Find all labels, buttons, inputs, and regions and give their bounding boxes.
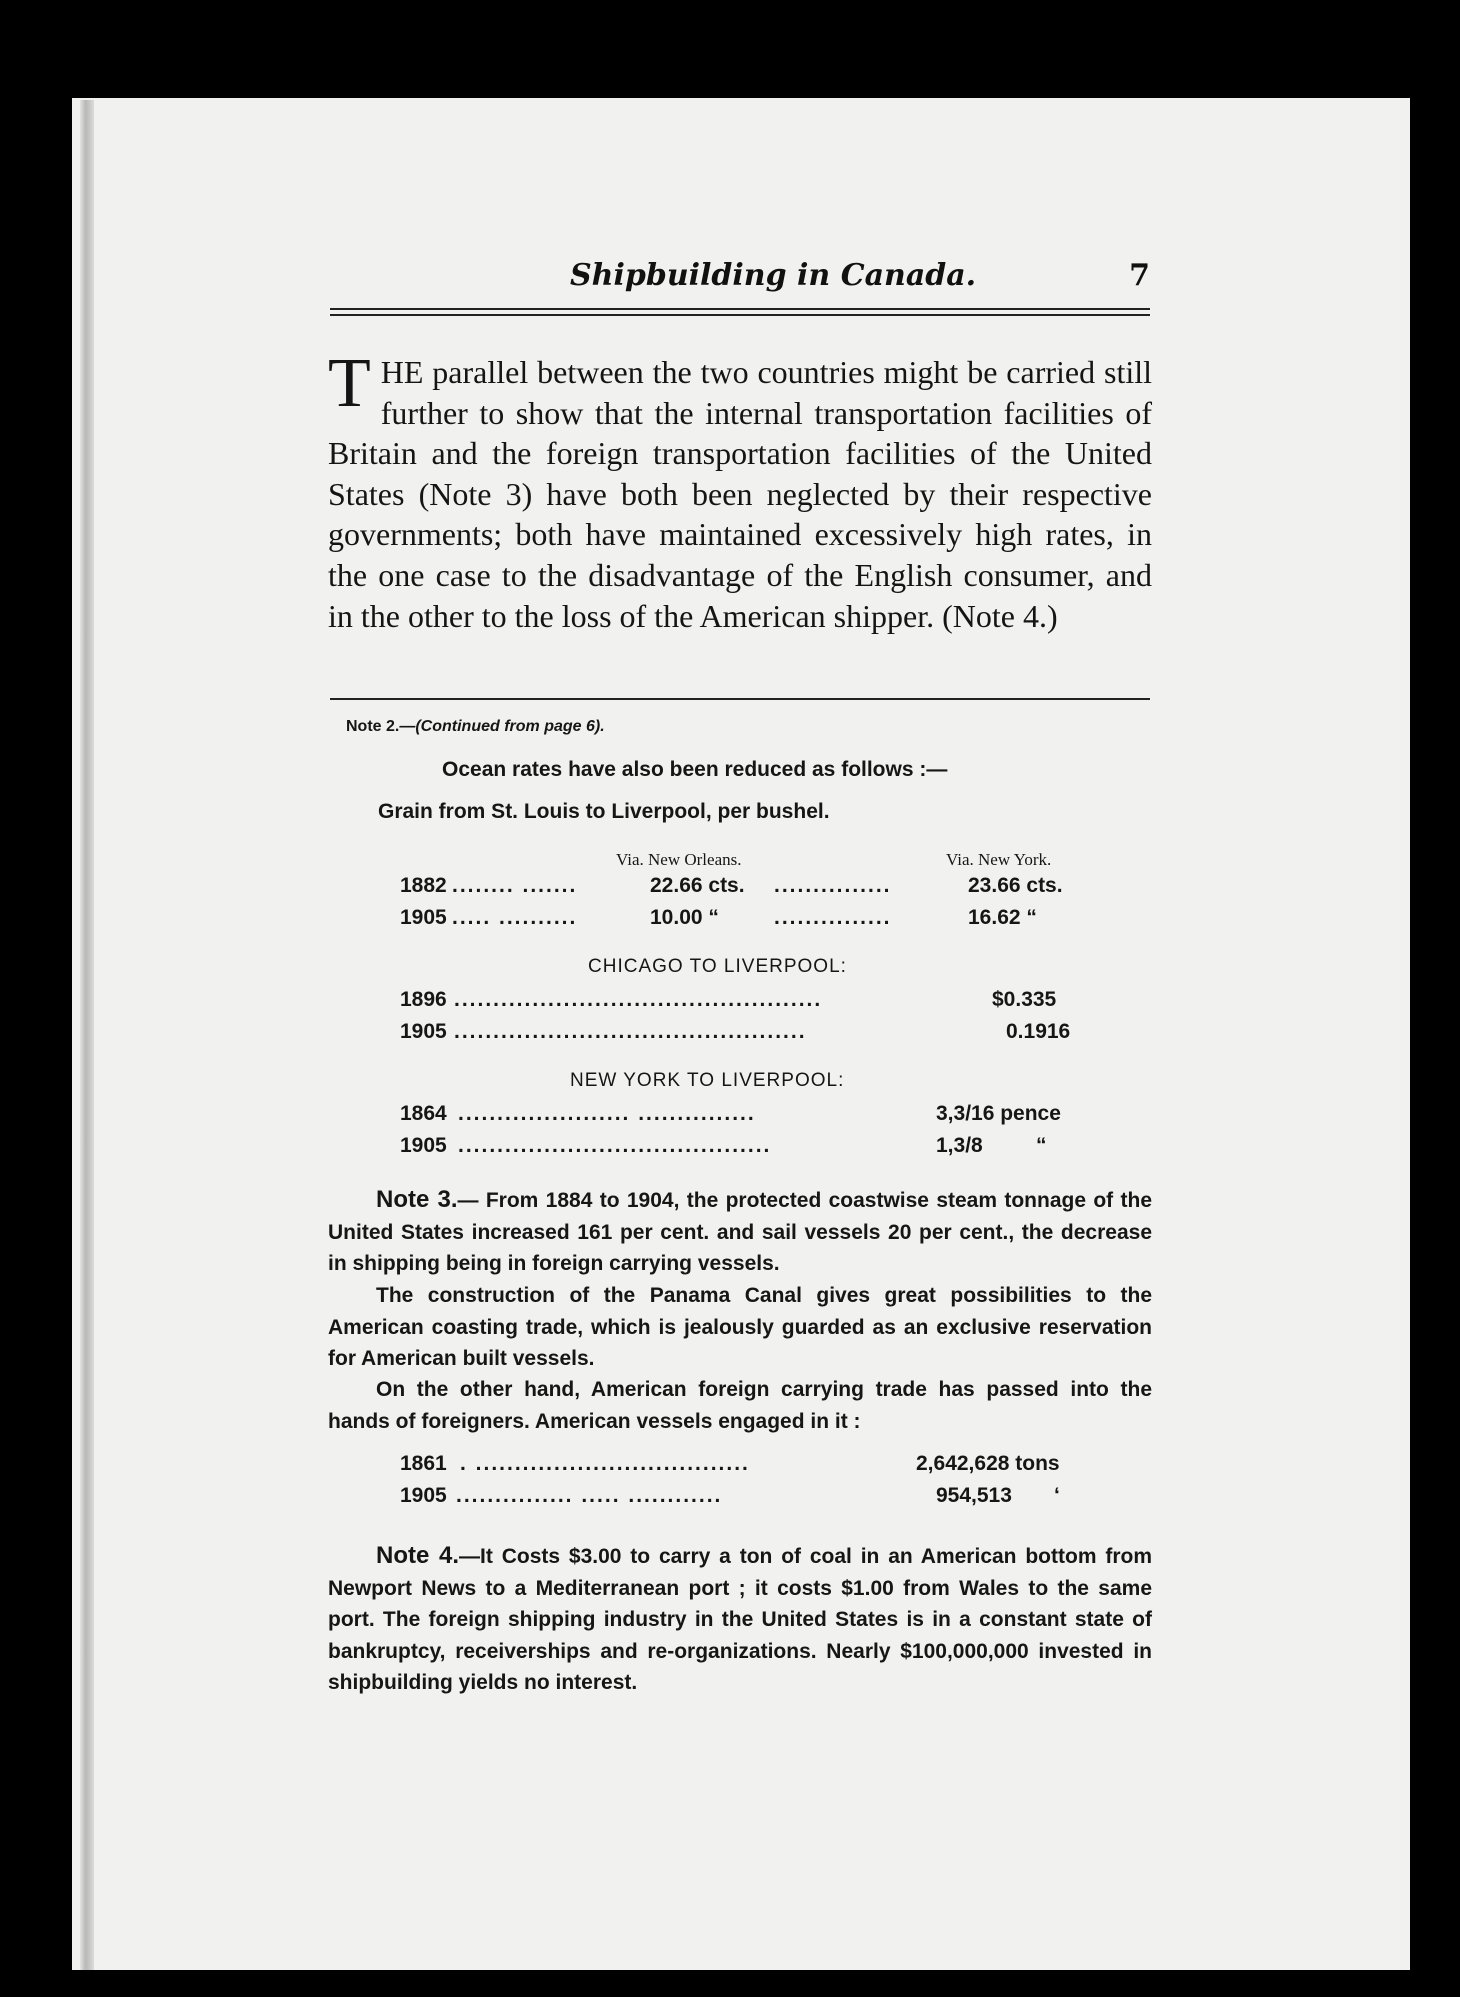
note3-label: Note 3. [376,1186,458,1213]
row-year: 1882 [400,874,447,897]
page-number: 7 [1129,258,1150,293]
newyork-row [0,1102,1460,1132]
running-title: Shipbuilding in Canada. [570,258,977,293]
ditto-mark: ‘ [1054,1484,1060,1507]
chicago-row [0,1020,1460,1050]
row-orleans: 10.00 “ [650,906,719,929]
row-year: 1905 [400,1134,447,1157]
row-newyork: 16.62 “ [968,906,1037,929]
main-paragraph [328,345,1152,636]
ditto-mark: “ [1036,1134,1047,1157]
chicago-row [0,988,1460,1018]
note4-text: —It Costs $3.00 to carry a ton of coal in an American bottom from Newport News to a Mediterranean port ; it costs $1.00 from Wales to the same port. The foreign shipping industry in the United States is in a constant state of bankruptcy, receiverships and re-organizations. Nearly $100,000,000 invested in shipbuilding yields no interest. [328,1545,1152,1694]
vessels-row [0,1484,1460,1514]
newyork-row [0,1134,1460,1164]
row-year: 1905 [400,1020,447,1043]
note3-text: — From 1884 to 1904, the protected coastwise steam tonnage of the United States increased 161 per cent. and sail vessels 20 per cent., the decrease in shipping being in foreign carrying vessels. [328,1189,1152,1275]
leader-dots: ............... [774,906,892,929]
leader-dots: ............................................. [454,1020,807,1043]
running-header [330,258,1150,302]
leader-dots: ............................................... [454,988,823,1011]
leader-dots: ............... ..... ............ [456,1484,723,1507]
row-year: 1905 [400,906,447,929]
vessels-row [0,1452,1460,1482]
row-newyork: 23.66 cts. [968,874,1063,897]
row-value: 2,642,628 tons [916,1452,1060,1475]
header-rule-top [330,308,1150,310]
note2-continued: —(Continued from page 6). [399,718,605,735]
row-year: 1861 [400,1452,447,1475]
leader-dots: ............... [774,874,892,897]
note4-paragraph [328,1540,1152,1699]
section-rule [330,698,1150,700]
row-year: 1896 [400,988,447,1011]
drop-cap: T [328,345,371,422]
newyork-heading: NEW YORK TO LIVERPOOL: [570,1070,845,1091]
col-new-orleans: Via. New Orleans. [616,850,742,869]
note2-intro: Ocean rates have also been reduced as follows :— [442,758,948,781]
note2-heading [346,718,605,736]
row-value: 3,3/16 pence [936,1102,1061,1125]
row-value: 954,513 [936,1484,1012,1507]
header-rule-bottom [330,314,1150,316]
grain-row [0,874,1460,904]
leader-dots: ........ ....... [452,874,578,897]
leader-dots: ..... .......... [452,906,578,929]
grain-heading: Grain from St. Louis to Liverpool, per bushel. [378,800,830,823]
row-year: 1864 [400,1102,447,1125]
row-value: $0.335 [992,988,1057,1011]
chicago-heading: CHICAGO TO LIVERPOOL: [588,956,847,977]
leader-dots: ........................................ [458,1134,772,1157]
note2-label: Note 2. [346,718,400,735]
grain-row [0,906,1460,936]
leader-dots: ...................... ............... [458,1102,756,1125]
row-value: 1,3/8 [936,1134,983,1157]
row-year: 1905 [400,1484,447,1507]
note3-p3: On the other hand, American foreign carrying trade has passed into the hands of foreigners. American vessels engaged in it : [328,1378,1152,1433]
paragraph-text: HE parallel between the two countries might be carried still further to show that the internal transportation facilities of Britain and the foreign transportation facilities of the United States (Note 3) have both been neglected by their respective governments; both have maintained excessively high rates, in the one case to the disadvantage of the English consumer, and in the other to the loss of the American shipper. (Note 4.) [328,354,1152,634]
note3-p1 [328,1184,1152,1280]
leader-dots: . ................................... [460,1452,750,1475]
row-value: 0.1916 [1006,1020,1071,1043]
note4-label: Note 4. [376,1542,460,1569]
row-orleans: 22.66 cts. [650,874,745,897]
note3-p2: The construction of the Panama Canal gives great possibilities to the American coasting trade, which is jealously guarded as an exclusive reservation for American built vessels. [328,1284,1152,1370]
col-new-york: Via. New York. [946,850,1052,869]
grain-columns [0,850,1460,874]
